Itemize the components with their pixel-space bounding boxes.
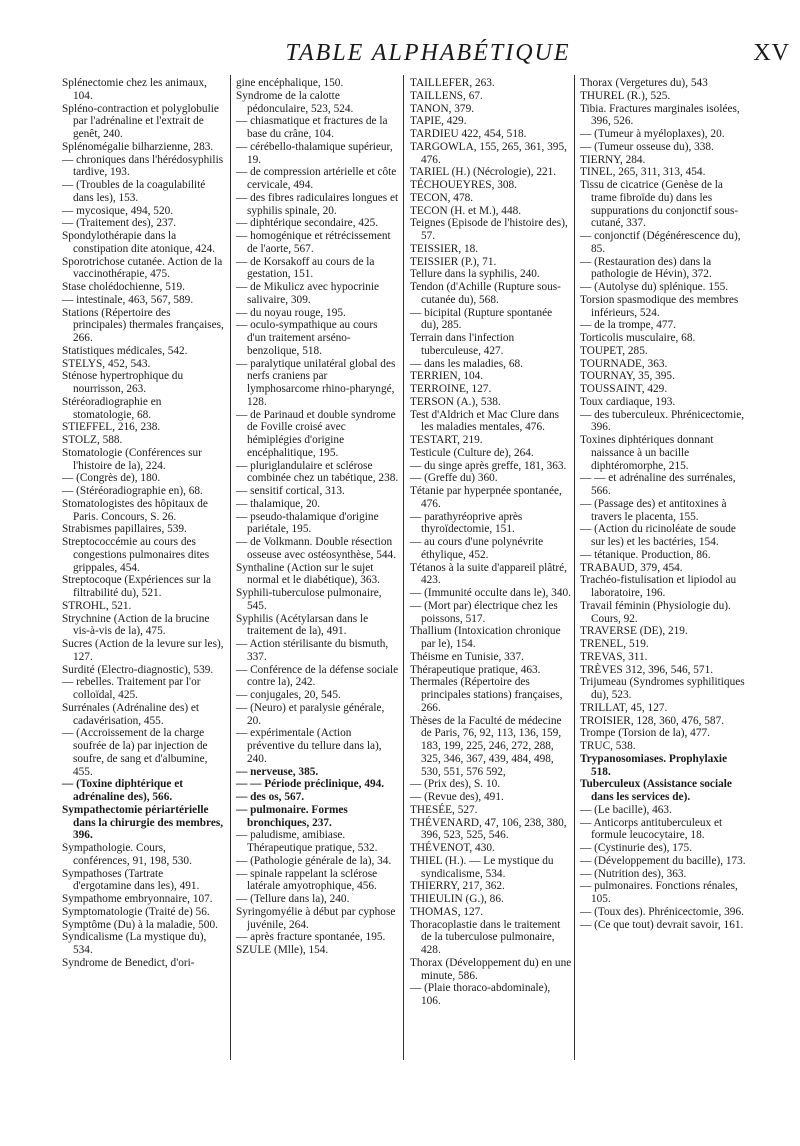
index-entry: — expérimentale (Action préventive du tellure dans la), 240. <box>236 727 382 765</box>
index-entry: TAILLEFER, 263. <box>410 77 495 89</box>
index-entry: TREVAS, 311. <box>580 650 648 663</box>
index-entry: — (Neuro) et paralysie générale, 20. <box>236 701 385 727</box>
index-entry: — (Développement du bacille), 173. <box>580 854 746 867</box>
index-entry: — (Troubles de la coagulabilité dans les), 153. <box>62 179 206 204</box>
index-entry: Torticolis musculaire, 68. <box>580 332 696 344</box>
index-entry: Terrain dans l'infection tuberculeuse, 427. <box>410 332 515 357</box>
index-entry: — sensitif cortical, 313. <box>236 485 345 497</box>
index-entry: — (Tumeur à myéloplaxes), 20. <box>580 128 725 140</box>
index-entry: Syringomyélie à début par cyphose juvénile, 264. <box>236 905 396 931</box>
index-entry: — (Pathologie générale de la), 34. <box>236 854 392 867</box>
index-entry: Spléno-contraction et polyglobulie par l'adrénaline et l'extrait de genêt, 240. <box>62 102 219 140</box>
index-entry: — de Volkmann. Double résection osseuse avec ostéosynthèse, 544. <box>236 536 397 561</box>
index-entry: — (Nutrition des), 363. <box>580 867 687 880</box>
index-entry: — parathyréoprive après thyroïdectomie, 151. <box>410 510 523 536</box>
index-entry: STIEFFEL, 216, 238. <box>62 421 161 434</box>
index-entry: — des os, 567. <box>236 791 305 803</box>
index-entry: TESTART, 219. <box>410 434 483 446</box>
index-entry: Sucres (Action de la levure sur les), 127. <box>62 638 224 663</box>
index-entry: Tibia. Fractures marginales isolées, 396, 526. <box>580 102 740 128</box>
index-entry: Surrénales (Adrénaline des) et cadavérisation, 455. <box>62 701 200 727</box>
index-entry: — nerveuse, 385. <box>236 765 319 778</box>
index-entry: THIEL (H.). — Le mystique du syndicalisme, 534. <box>410 854 554 880</box>
index-entry: TRILLAT, 45, 127. <box>580 701 668 714</box>
page-number: XV <box>753 40 790 66</box>
index-entry: — (Stéréoradiographie en), 68. <box>62 485 203 497</box>
index-entry: Stations (Répertoire des principales) thermales françaises, 266. <box>62 306 224 344</box>
index-entry: — intestinale, 463, 567, 589. <box>62 293 194 306</box>
index-entry: TEISSIER (P.), 71. <box>410 255 497 268</box>
index-entry: TRAVERSE (DE), 219. <box>580 625 688 638</box>
index-entry: — conjonctif (Dégénérescence du), 85. <box>580 230 741 255</box>
index-entry: TERSON (A.), 538. <box>410 395 501 408</box>
index-entry: STELYS, 452, 543. <box>62 357 151 370</box>
index-entry: Syndicalisme (La mystique du), 534. <box>62 931 207 956</box>
index-entry: — (Immunité occulte dans le), 340. <box>410 587 571 599</box>
index-entry: Streptococcémie au cours des congestions pulmonaires dites grippales, 454. <box>62 536 210 574</box>
index-entry: — (Action du ricinoléate de soude sur les) et les bactéries, 154. <box>580 523 736 548</box>
index-entry: Teignes (Episode de l'histoire des), 57. <box>410 217 568 242</box>
index-entry: — pseudo-thalamique d'origine pariétale, 195. <box>236 510 379 536</box>
index-entry: Thorax (Développement du) en une minute, 586. <box>410 956 572 982</box>
index-entry: Test d'Aldrich et Mac Clure dans les maladies mentales, 476. <box>410 408 560 434</box>
index-entry: — rebelles. Traitement par l'or colloïdal, 425. <box>62 676 201 701</box>
index-entry: Torsion spasmodique des membres inférieurs, 524. <box>580 293 739 319</box>
index-entry: Sympathome embryonnaire, 107. <box>62 893 213 905</box>
index-entry: — thalamique, 20. <box>236 497 321 510</box>
index-entry: Trachéo-fistulisation et lipiodol au laboratoire, 196. <box>580 574 737 599</box>
index-entry: Thorax (Vergetures du), 543 <box>580 77 708 89</box>
column-divider <box>574 75 575 1060</box>
index-entry: — pulmonaires. Fonctions rénales, 105. <box>580 880 738 905</box>
index-entry: Tétanos à la suite d'appareil plâtré, 423. <box>410 561 567 587</box>
index-entry: Streptocoque (Expériences sur la filtrabilité du), 521. <box>62 574 211 599</box>
index-entry: — Anticorps antituberculeux et formule leucocytaire, 18. <box>580 816 723 842</box>
index-entry: Stase cholédochienne, 519. <box>62 281 185 293</box>
index-entry: Strabismes papillaires, 539. <box>62 523 187 536</box>
index-entry: — paralytique unilatéral global des nerfs craniens par lymphosarcome rhino-pharyngé, 128. <box>236 357 396 408</box>
column-divider <box>230 75 231 1060</box>
index-entry: Surdité (Electro-diagnostic), 539. <box>62 663 214 676</box>
index-entry: STOLZ, 588. <box>62 434 123 446</box>
index-entry: Toxines diphtériques donnant naissance à un bacille diphtéromorphe, 215. <box>580 434 714 472</box>
index-entry: Toux cardiaque, 193. <box>580 395 676 408</box>
index-entry: Thoracoplastie dans le traitement de la tuberculose pulmonaire, 428. <box>410 918 561 956</box>
index-column-2 <box>236 77 399 957</box>
index-entry: Sténose hypertrophique du nourrisson, 263. <box>62 370 184 395</box>
index-entry: TERRIEN, 104. <box>410 370 484 383</box>
index-entry: — (Mort par) électrique chez les poissons, 517. <box>410 599 558 625</box>
index-entry: Splénomégalie bilharzienne, 283. <box>62 140 214 153</box>
index-entry: Symptôme (Du) à la maladie, 500. <box>62 918 218 931</box>
index-entry: Symptomatologie (Traité de) 56. <box>62 905 210 918</box>
index-entry: TRÈVES 312, 396, 546, 571. <box>580 663 714 676</box>
index-entry: TAILLENS, 67. <box>410 89 483 102</box>
index-entry: Sympathectomie périartérielle dans la chirurgie des membres, 396. <box>62 803 224 842</box>
index-entry: Tétanie par hyperpnée spontanée, 476. <box>410 485 562 510</box>
index-entry: — (Revue des), 491. <box>410 791 504 803</box>
index-entry: — (Ce que tout) devrait savoir, 161. <box>580 918 744 931</box>
index-entry: — (Congrès de), 180. <box>62 472 161 485</box>
index-entry: — (Tumeur osseuse du), 338. <box>580 140 714 153</box>
index-entry: — mycosique, 494, 520. <box>62 204 174 217</box>
index-entry: — tétanique. Production, 86. <box>580 548 711 561</box>
index-entry: Thèses de la Faculté de médecine de Paris, 76, 92, 113, 136, 159, 183, 199, 225, 246, 272, 288, 325, 346, 367, 439, 484, 498, 530, 551, 576 592, <box>410 714 562 778</box>
index-entry: TEISSIER, 18. <box>410 242 479 255</box>
index-entry: — (Plaie thoraco-abdominale), 106. <box>410 982 551 1007</box>
index-entry: THESÉE, 527. <box>410 803 478 816</box>
index-entry: Sympathoses (Tartrate d'ergotamine dans les), 491. <box>62 867 200 893</box>
index-entry: — chiasmatique et fractures de la base du crâne, 104. <box>236 115 388 140</box>
index-entry: Stomatologie (Conférences sur l'histoire de la), 224. <box>62 446 202 472</box>
index-entry: TECON, 478. <box>410 191 474 204</box>
index-entry: — de Parinaud et double syndrome de Foville croisé avec hémiplégies d'origine encéphalitique, 195. <box>236 408 396 459</box>
index-entry: THIERRY, 217, 362. <box>410 880 505 893</box>
index-entry: TARGOWLA, 155, 265, 361, 395, 476. <box>410 140 567 166</box>
index-entry: — pulmonaire. Formes bronchiques, 237. <box>236 803 348 829</box>
index-entry: TRABAUD, 379, 454. <box>580 561 683 574</box>
index-entry: Thérapeutique pratique, 463. <box>410 663 541 676</box>
index-entry: STROHL, 521. <box>62 599 132 612</box>
index-entry: — (Tellure dans la), 240. <box>236 893 350 905</box>
index-entry: Sporotrichose cutanée. Action de la vaccinothérapie, 475. <box>62 255 223 281</box>
index-entry: — (Greffe du) 360. <box>410 472 498 485</box>
index-entry: Splénectomie chez les animaux, 104. <box>62 77 207 102</box>
index-entry: — des fibres radiculaires longues et syphilis spinale, 20. <box>236 191 399 217</box>
index-entry: — de Korsakoff au cours de la gestation, 151. <box>236 255 375 281</box>
index-entry: — bicipital (Rupture spontanée du), 285. <box>410 306 553 332</box>
index-entry: TAPIE, 429. <box>410 115 467 128</box>
index-entry: Synthaline (Action sur le sujet normal et le diabétique), 363. <box>236 561 381 587</box>
index-entry: — (Cystinurie des), 175. <box>580 842 693 854</box>
index-entry: TOURNADE, 363. <box>580 357 668 370</box>
index-entry: — (Prix des), S. 10. <box>410 778 501 791</box>
index-entry: — de Mikulicz avec hypocrinie salivaire, 309. <box>236 281 380 306</box>
index-entry: — diphtérique secondaire, 425. <box>236 217 379 230</box>
index-entry: — des tuberculeux. Phrénicectomie, 396. <box>580 408 745 434</box>
index-entry: Syndrome de Benedict, d'ori- <box>62 956 195 969</box>
index-entry: — spinale rappelant la sclérose latérale amyotrophique, 456. <box>236 867 378 893</box>
index-entry: — (Traitement des), 237. <box>62 217 177 230</box>
index-entry: Thermales (Répertoire des principales stations) françaises, 266. <box>410 676 563 714</box>
index-entry: — conjugales, 20, 545. <box>236 689 341 701</box>
index-entry: — dans les maladies, 68. <box>410 357 523 370</box>
index-entry: TERROINE, 127. <box>410 383 492 395</box>
index-entry: Théisme en Tunisie, 337. <box>410 650 524 663</box>
index-entry: — après fracture spontanée, 195. <box>236 931 386 944</box>
index-entry: TRUC, 538. <box>580 740 636 752</box>
index-entry: TOUPET, 285. <box>580 344 648 357</box>
index-entry: Syphili-tuberculose pulmonaire, 545. <box>236 587 382 612</box>
index-entry: Thallium (Intoxication chronique par le), 154. <box>410 625 561 650</box>
index-entry: — (Restauration des) dans la pathologie de Hévin), 372. <box>580 255 712 281</box>
index-entry: — (Autolyse du) splénique. 155. <box>580 281 729 293</box>
index-entry: Tuberculeux (Assistance sociale dans les services de). <box>580 778 732 803</box>
index-entry: — (Accroissement de la charge soufrée de la) par injection de soufre, de sang et d'albumine, 455. <box>62 727 208 778</box>
index-entry: Tendon (d'Achille (Rupture sous-cutanée du), 568. <box>410 281 561 306</box>
index-column-3 <box>410 77 572 1008</box>
index-entry: TECON (H. et M.), 448. <box>410 204 522 217</box>
index-entry: — de la trompe, 477. <box>580 319 677 332</box>
index-entry: Spondylothérapie dans la constipation dite atonique, 424. <box>62 230 216 255</box>
index-entry: — chroniques dans l'hérédosyphilis tardive, 193. <box>62 153 224 179</box>
index-entry: Syphilis (Acétylarsan dans le traitement de la), 491. <box>236 612 369 638</box>
index-entry: Tissu de cicatrice (Genèse de la trame fibroïde du) dans les suppurations du conjonctif sous-cutané, 337. <box>580 179 739 230</box>
running-title: TABLE ALPHABÉTIQUE <box>285 40 571 66</box>
index-entry: — — et adrénaline des surrénales, 566. <box>580 472 736 497</box>
index-entry: TÉCHOUEYRES, 308. <box>410 179 518 191</box>
index-entry: — du noyau rouge, 195. <box>236 306 346 319</box>
index-entry: THOMAS, 127. <box>410 905 484 918</box>
index-column-1 <box>62 77 224 970</box>
index-entry: TINEL, 265, 311, 313, 454. <box>580 166 706 179</box>
index-entry: — Conférence de la défense sociale contre la), 242. <box>236 663 399 689</box>
index-entry: — paludisme, amibiase. Thérapeutique pratique, 532. <box>236 829 378 854</box>
index-entry: Statistiques médicales, 542. <box>62 344 188 357</box>
index-entry: THÉVENARD, 47, 106, 238, 380, 396, 523, 525, 546. <box>410 816 567 842</box>
index-column-4 <box>580 77 748 931</box>
index-entry: — (Toux des). Phrénicectomie, 396. <box>580 905 744 918</box>
index-entry: — oculo-sympathique au cours d'un traitement arséno-benzolique, 518. <box>236 319 378 357</box>
index-entry: Tellure dans la syphilis, 240. <box>410 268 540 281</box>
index-entry: TRENEL, 519. <box>580 638 649 650</box>
index-entry: — — Période préclinique, 494. <box>236 778 385 791</box>
index-entry: — (Toxine diphtérique et adrénaline des), 566. <box>62 778 184 803</box>
index-entry: — (Le bacille), 463. <box>580 803 672 816</box>
index-entry: Stomatologistes des hôpitaux de Paris. Concours, S. 26. <box>62 497 208 523</box>
index-entry: Stéréoradiographie en stomatologie, 68. <box>62 395 162 421</box>
index-entry: — au cours d'une polynévrite éthylique, 452. <box>410 536 544 561</box>
index-entry: Testicule (Culture de), 264. <box>410 446 534 459</box>
index-entry: TANON, 379. <box>410 102 475 115</box>
index-entry: TROISIER, 128, 360, 476, 587. <box>580 714 725 727</box>
index-entry: — cérébello-thalamique supérieur, 19. <box>236 140 393 166</box>
index-entry: Strychnine (Action de la brucine vis-à-vis de la), 475. <box>62 612 210 638</box>
index-entry: TARDIEU 422, 454, 518. <box>410 128 527 140</box>
index-entry: TOUSSAINT, 429. <box>580 383 668 395</box>
index-entry: — pluriglandulaire et sclérose combinée chez un tabétique, 238. <box>236 459 399 485</box>
index-entry: — de compression artérielle et côte cervicale, 494. <box>236 166 397 191</box>
index-entry: Sympathologie. Cours, conférences, 91, 198, 530. <box>62 842 192 867</box>
index-entry: — du singe après greffe, 181, 363. <box>410 459 567 472</box>
index-entry: SZULE (Mlle), 154. <box>236 944 329 956</box>
index-entry: TOURNAY, 35, 395. <box>580 370 675 383</box>
index-entry: THIEULIN (G.), 86. <box>410 893 504 905</box>
index-entry: Trijumeau (Syndromes syphilitiques du), 523. <box>580 676 745 701</box>
index-entry: Travail féminin (Physiologie du). Cours, 92. <box>580 599 731 625</box>
index-entry: — (Passage des) et antitoxines à travers le placenta, 155. <box>580 497 727 523</box>
index-entry: Trompe (Torsion de la), 477. <box>580 727 710 740</box>
index-entry: gine encéphalique, 150. <box>236 77 344 89</box>
index-entry: TARIEL (H.) (Nécrologie), 221. <box>410 166 557 179</box>
index-entry: THÉVENOT, 430. <box>410 842 495 854</box>
page-header <box>62 40 794 70</box>
index-entry: Syndrome de la calotte pédonculaire, 523, 524. <box>236 89 354 115</box>
column-divider <box>403 75 404 1060</box>
index-entry: — homogénique et rétrécissement de l'aorte, 567. <box>236 230 391 255</box>
index-entry: Trypanosomiases. Prophylaxie 518. <box>580 752 728 778</box>
index-entry: — Action stérilisante du bismuth, 337. <box>236 638 389 663</box>
index-entry: TIERNY, 284. <box>580 153 646 166</box>
index-entry: THUREL (R.), 525. <box>580 89 671 102</box>
